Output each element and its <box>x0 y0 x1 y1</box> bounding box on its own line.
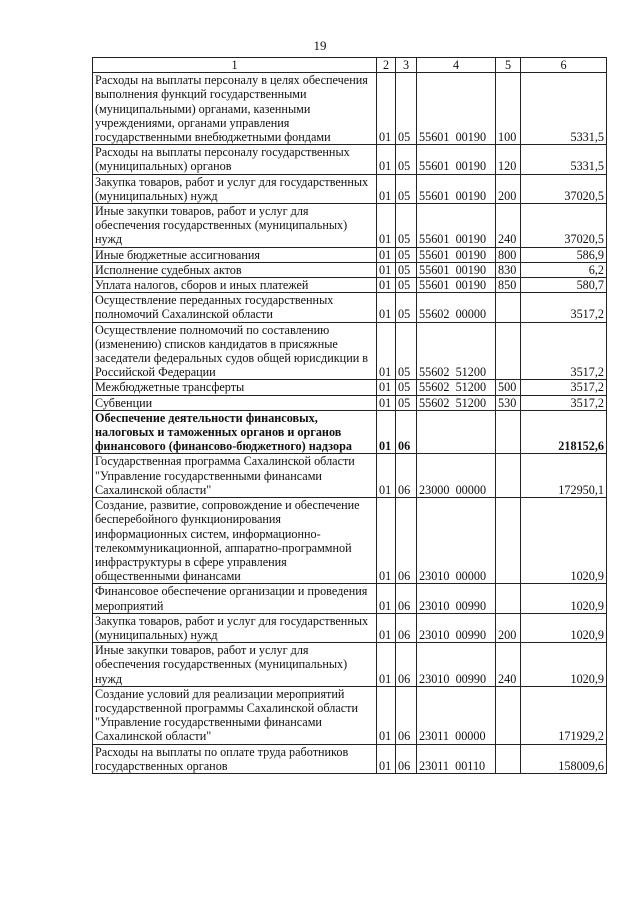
expense-type-cell: 240 <box>496 643 521 687</box>
amount-cell: 1020,9 <box>521 643 607 687</box>
subsection-code-cell: 05 <box>396 204 417 248</box>
row-name-cell: Создание, развитие, сопровождение и обеспечение бесперебойного функционирования информационных систем, информационно-телекоммуникационной, аппаратно-программной инфраструктуры в сфере управления общественными финансами <box>93 498 377 584</box>
target-article-cell: 55601 00190 <box>417 247 496 262</box>
target-article-cell: 55601 00190 <box>417 174 496 203</box>
table-row <box>93 395 607 410</box>
subsection-code-cell: 06 <box>396 454 417 498</box>
amount-cell: 3517,2 <box>521 322 607 380</box>
target-article-cell: 23010 00990 <box>417 584 496 613</box>
section-code-cell: 01 <box>377 145 396 174</box>
expense-type-cell <box>496 686 521 744</box>
table-row <box>93 174 607 203</box>
section-code-cell: 01 <box>377 744 396 773</box>
amount-cell: 3517,2 <box>521 395 607 410</box>
page-number: 19 <box>313 38 327 53</box>
target-article-cell: 55602 51200 <box>417 380 496 395</box>
table-row <box>93 410 607 454</box>
target-article-cell: 23011 00000 <box>417 686 496 744</box>
table-row <box>93 498 607 584</box>
table-row <box>93 744 607 773</box>
expense-type-cell: 200 <box>496 613 521 642</box>
subsection-code-cell: 06 <box>396 410 417 454</box>
row-name-cell: Осуществление переданных государственных полномочий Сахалинской области <box>93 293 377 322</box>
column-header: 5 <box>496 58 521 73</box>
row-name-cell: Уплата налогов, сборов и иных платежей <box>93 278 377 293</box>
section-code-cell: 01 <box>377 498 396 584</box>
column-header: 6 <box>521 58 607 73</box>
column-header: 4 <box>417 58 496 73</box>
table-row <box>93 613 607 642</box>
expense-type-cell: 530 <box>496 395 521 410</box>
row-name-cell: Расходы на выплаты по оплате труда работников государственных органов <box>93 744 377 773</box>
row-name-cell: Обеспечение деятельности финансовых, налоговых и таможенных органов и органов финансового (финансово-бюджетного) надзора <box>93 410 377 454</box>
expense-type-cell: 830 <box>496 262 521 277</box>
section-code-cell: 01 <box>377 322 396 380</box>
target-article-cell: 55601 00190 <box>417 278 496 293</box>
table-row <box>93 454 607 498</box>
budget-table <box>92 57 607 774</box>
table-row <box>93 686 607 744</box>
subsection-code-cell: 05 <box>396 380 417 395</box>
section-code-cell: 01 <box>377 584 396 613</box>
row-name-cell: Исполнение судебных актов <box>93 262 377 277</box>
target-article-cell: 23010 00990 <box>417 613 496 642</box>
expense-type-cell <box>496 322 521 380</box>
target-article-cell: 55601 00190 <box>417 145 496 174</box>
table-row <box>93 278 607 293</box>
section-code-cell: 01 <box>377 278 396 293</box>
subsection-code-cell: 06 <box>396 613 417 642</box>
expense-type-cell <box>496 584 521 613</box>
row-name-cell: Финансовое обеспечение организации и проведения мероприятий <box>93 584 377 613</box>
table-row <box>93 145 607 174</box>
subsection-code-cell: 06 <box>396 498 417 584</box>
section-code-cell: 01 <box>377 262 396 277</box>
section-code-cell: 01 <box>377 73 396 145</box>
row-name-cell: Осуществление полномочий по составлению (изменению) списков кандидатов в присяжные заседатели федеральных судов общей юрисдикции в Российской Федерации <box>93 322 377 380</box>
expense-type-cell: 200 <box>496 174 521 203</box>
section-code-cell: 01 <box>377 204 396 248</box>
section-code-cell: 01 <box>377 643 396 687</box>
expense-type-cell: 800 <box>496 247 521 262</box>
row-name-cell: Субвенции <box>93 395 377 410</box>
target-article-cell: 23000 00000 <box>417 454 496 498</box>
table-body <box>93 73 607 774</box>
row-name-cell: Иные бюджетные ассигнования <box>93 247 377 262</box>
subsection-code-cell: 05 <box>396 247 417 262</box>
amount-cell: 3517,2 <box>521 380 607 395</box>
subsection-code-cell: 05 <box>396 262 417 277</box>
amount-cell: 1020,9 <box>521 584 607 613</box>
expense-type-cell <box>496 293 521 322</box>
target-article-cell: 55602 51200 <box>417 395 496 410</box>
amount-cell: 3517,2 <box>521 293 607 322</box>
row-name-cell: Иные закупки товаров, работ и услуг для обеспечения государственных (муниципальных) нужд <box>93 643 377 687</box>
table-row <box>93 322 607 380</box>
section-code-cell: 01 <box>377 454 396 498</box>
row-name-cell: Межбюджетные трансферты <box>93 380 377 395</box>
amount-cell: 171929,2 <box>521 686 607 744</box>
target-article-cell: 23011 00110 <box>417 744 496 773</box>
table-row <box>93 293 607 322</box>
subsection-code-cell: 06 <box>396 744 417 773</box>
row-name-cell: Расходы на выплаты персоналу в целях обеспечения выполнения функций государственными (муниципальными) органами, казенными учреждениями, органами управления государственными внебюджетными фондами <box>93 73 377 145</box>
table-row <box>93 380 607 395</box>
table-row <box>93 643 607 687</box>
subsection-code-cell: 05 <box>396 293 417 322</box>
amount-cell: 37020,5 <box>521 174 607 203</box>
table-row <box>93 204 607 248</box>
target-article-cell: 55601 00190 <box>417 73 496 145</box>
table-row <box>93 262 607 277</box>
amount-cell: 580,7 <box>521 278 607 293</box>
amount-cell: 172950,1 <box>521 454 607 498</box>
amount-cell: 586,9 <box>521 247 607 262</box>
table-row <box>93 73 607 145</box>
target-article-cell <box>417 410 496 454</box>
row-name-cell: Закупка товаров, работ и услуг для государственных (муниципальных) нужд <box>93 174 377 203</box>
amount-cell: 5331,5 <box>521 145 607 174</box>
row-name-cell: Иные закупки товаров, работ и услуг для обеспечения государственных (муниципальных) нужд <box>93 204 377 248</box>
amount-cell: 218152,6 <box>521 410 607 454</box>
target-article-cell: 55601 00190 <box>417 204 496 248</box>
subsection-code-cell: 05 <box>396 278 417 293</box>
expense-type-cell: 500 <box>496 380 521 395</box>
subsection-code-cell: 05 <box>396 322 417 380</box>
subsection-code-cell: 05 <box>396 174 417 203</box>
table-row <box>93 247 607 262</box>
target-article-cell: 23010 00990 <box>417 643 496 687</box>
amount-cell: 5331,5 <box>521 73 607 145</box>
amount-cell: 6,2 <box>521 262 607 277</box>
expense-type-cell <box>496 410 521 454</box>
table-header-row <box>93 58 607 73</box>
expense-type-cell <box>496 498 521 584</box>
row-name-cell: Государственная программа Сахалинской области "Управление государственными финансами Сахалинской области" <box>93 454 377 498</box>
column-header: 1 <box>93 58 377 73</box>
subsection-code-cell: 06 <box>396 686 417 744</box>
row-name-cell: Создание условий для реализации мероприятий государственной программы Сахалинской области "Управление государственными финансами Сахалинской области" <box>93 686 377 744</box>
table-row <box>93 584 607 613</box>
amount-cell: 1020,9 <box>521 613 607 642</box>
expense-type-cell: 240 <box>496 204 521 248</box>
section-code-cell: 01 <box>377 380 396 395</box>
row-name-cell: Расходы на выплаты персоналу государственных (муниципальных) органов <box>93 145 377 174</box>
target-article-cell: 55602 51200 <box>417 322 496 380</box>
expense-type-cell: 120 <box>496 145 521 174</box>
subsection-code-cell: 05 <box>396 145 417 174</box>
section-code-cell: 01 <box>377 293 396 322</box>
column-header: 2 <box>377 58 396 73</box>
column-header: 3 <box>396 58 417 73</box>
section-code-cell: 01 <box>377 410 396 454</box>
amount-cell: 37020,5 <box>521 204 607 248</box>
amount-cell: 158009,6 <box>521 744 607 773</box>
expense-type-cell: 850 <box>496 278 521 293</box>
section-code-cell: 01 <box>377 395 396 410</box>
subsection-code-cell: 05 <box>396 395 417 410</box>
expense-type-cell: 100 <box>496 73 521 145</box>
expense-type-cell <box>496 454 521 498</box>
subsection-code-cell: 05 <box>396 73 417 145</box>
subsection-code-cell: 06 <box>396 643 417 687</box>
section-code-cell: 01 <box>377 174 396 203</box>
target-article-cell: 55601 00190 <box>417 262 496 277</box>
section-code-cell: 01 <box>377 613 396 642</box>
section-code-cell: 01 <box>377 247 396 262</box>
row-name-cell: Закупка товаров, работ и услуг для государственных (муниципальных) нужд <box>93 613 377 642</box>
section-code-cell: 01 <box>377 686 396 744</box>
subsection-code-cell: 06 <box>396 584 417 613</box>
target-article-cell: 23010 00000 <box>417 498 496 584</box>
expense-type-cell <box>496 744 521 773</box>
amount-cell: 1020,9 <box>521 498 607 584</box>
target-article-cell: 55602 00000 <box>417 293 496 322</box>
